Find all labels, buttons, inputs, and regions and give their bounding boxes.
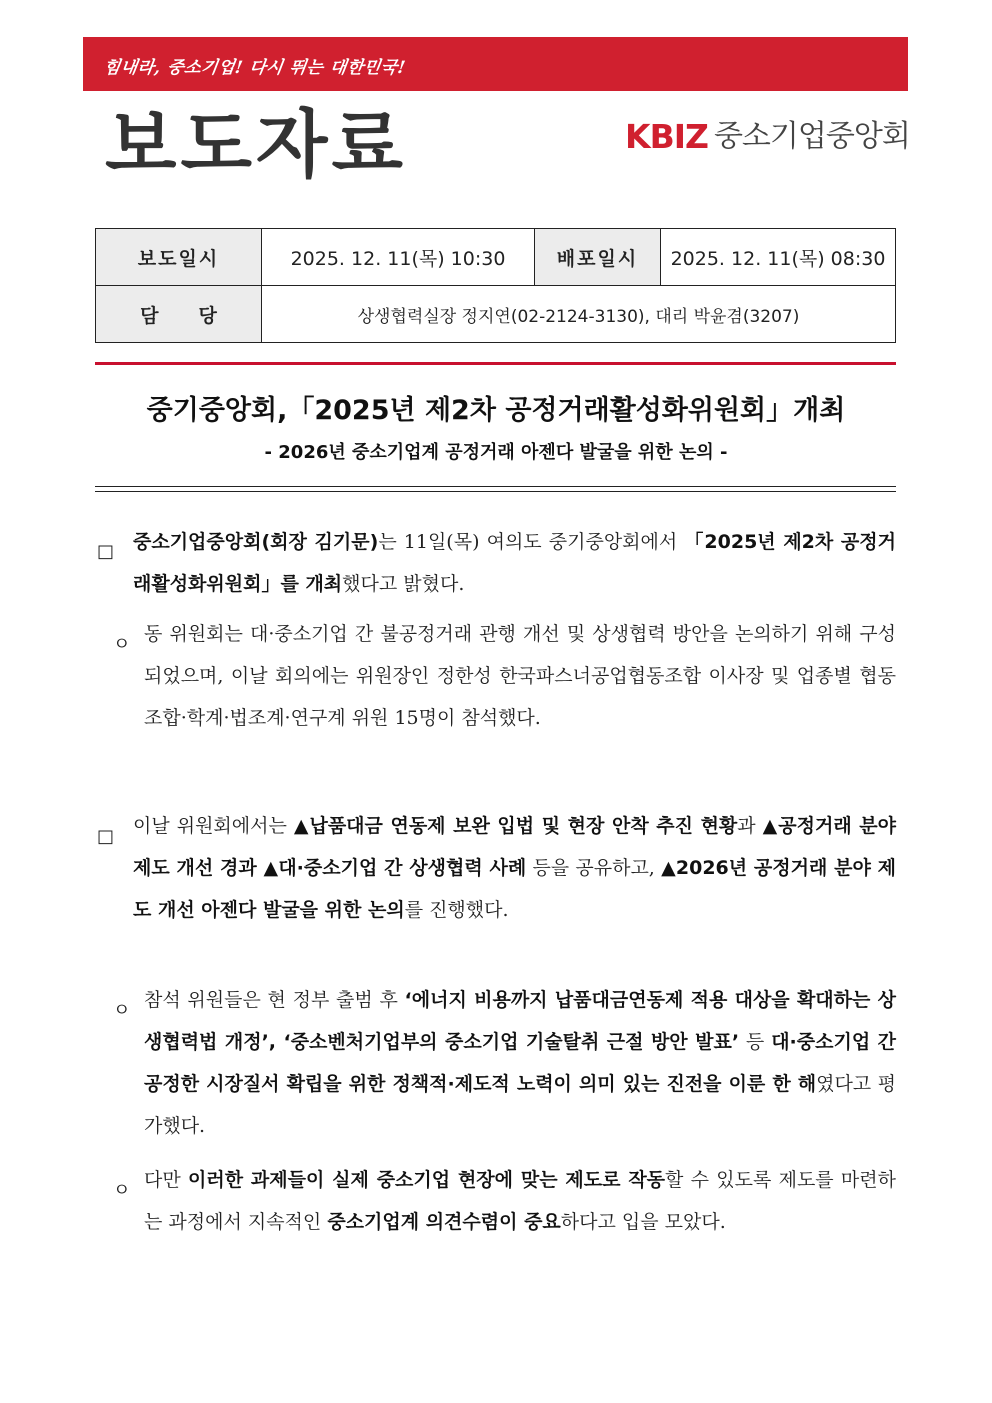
p3-text-2: 과 [737,815,763,837]
p3-text-4: 를 진행했다. [404,899,509,921]
paragraph-4 [144,979,896,1147]
report-date-value: 2025. 12. 11(목) 10:30 [262,229,535,286]
p4-bold-1: ‘에너지 비용까지 납품대금연동제 적용 대상을 확대하는 상생협력법 개정’, ‘중소벤처기업부의 중소기업 기술탈취 근절 방안 발표’ [144,989,896,1053]
circle-bullet-icon: ㅇ [113,1000,131,1021]
doc-title: 보도자료 [105,102,407,188]
circle-bullet-icon: ㅇ [113,634,131,655]
p5-text-1: 다만 [144,1169,188,1191]
p4-text-1: 참석 위원들은 현 정부 출범 후 [144,989,405,1011]
square-bullet-icon: □ [97,541,115,562]
paragraph-2 [144,613,896,739]
double-divider [95,486,896,492]
square-bullet-icon: □ [97,826,115,847]
p2-text-1: 동 위원회는 대·중소기업 간 불공정거래 관행 개선 및 상생협력 방안을 논의하기 위해 구성되었으며, 이날 회의에는 위원장인 정한성 한국파스너공업협동조합 이사장 및 업종별 협동조합·학계·법조계·연구계 위원 15명이 참석했다. [144,623,896,729]
contact-value: 상생협력실장 정지연(02-2124-3130), 대리 박윤겸(3207) [262,286,896,343]
p3-bold-1: ▲납품대금 연동제 보완 입법 및 현장 안착 추진 현황 [293,815,738,837]
headline: 중기중앙회,「2025년 제2차 공정거래활성화위원회」개최 [146,395,846,426]
p1-bold-1: 중소기업중앙회(회장 김기문) [133,531,379,553]
circle-bullet-icon: ㅇ [113,1180,131,1201]
paragraph-5 [144,1159,896,1243]
slogan-text: 힘내라, 중소기업! 다시 뛰는 대한민국! [102,58,407,78]
release-date-label: 배포일시 [535,229,661,286]
p5-text-2: 할 수 있도록 제도를 마련하는 과정에서 지속적인 [144,1169,896,1233]
p5-text-3: 하다고 입을 모았다. [560,1211,726,1233]
contact-label: 담당 [96,286,262,343]
report-date-label: 보도일시 [96,229,262,286]
red-divider [95,362,896,365]
logo-name: 중소기업중앙회 [713,119,910,154]
p3-bold-3: ▲2026년 공정거래 분야 제도 개선 아젠다 발굴을 위한 논의 [133,857,896,921]
p4-text-3: 였다고 평가했다. [144,1073,896,1137]
p1-text-2: 했다고 밝혔다. [342,573,465,595]
p3-bold-2: ▲공정거래 분야 제도 개선 경과 ▲대·중소기업 간 상생협력 사례 [133,815,896,879]
p3-text-3: 등을 공유하고, [526,857,662,879]
info-row-dates [96,229,896,286]
p4-text-2: 등 [739,1031,772,1053]
logo-mark: KBIZ [625,117,708,156]
subheadline: - 2026년 중소기업계 공정거래 아젠다 발굴을 위한 논의 - [264,442,728,463]
p1-bold-2: 「2025년 제2차 공정거래활성화위원회」를 개최 [133,531,896,595]
info-table [95,228,896,343]
p3-text-1: 이날 위원회에서는 [133,815,294,837]
p5-bold-1: 이러한 과제들이 실제 중소기업 현장에 맞는 제도로 작동 [187,1169,666,1191]
paragraph-1 [133,521,896,605]
p1-text-1: 는 11일(목) 여의도 중기중앙회에서 [378,531,685,553]
paragraph-3 [133,805,896,931]
p5-bold-2: 중소기업계 의견수렴이 중요 [327,1211,561,1233]
info-row-contact [96,286,896,343]
release-date-value: 2025. 12. 11(목) 08:30 [661,229,896,286]
kbiz-logo [625,117,910,157]
p4-bold-2: 대·중소기업 간 공정한 시장질서 확립을 위한 정책적·제도적 노력이 의미 있는 진전을 이룬 한 해 [144,1031,896,1095]
